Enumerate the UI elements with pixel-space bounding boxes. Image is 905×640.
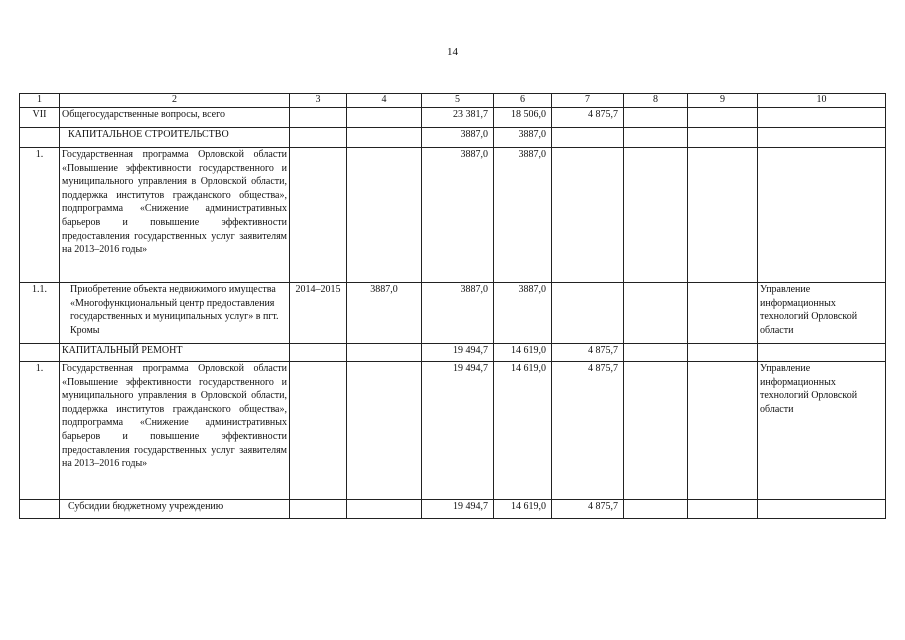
value-col7 xyxy=(552,148,624,283)
value-col8 xyxy=(624,500,688,519)
value-col5: 19 494,7 xyxy=(422,500,494,519)
table-row xyxy=(20,500,886,519)
row-number: 1. xyxy=(20,148,60,283)
row-title: Субсидии бюджетному учреждению xyxy=(60,500,290,519)
value-col6: 14 619,0 xyxy=(494,500,552,519)
value-col8 xyxy=(624,362,688,500)
value-col5: 3887,0 xyxy=(422,148,494,283)
value-col6: 3887,0 xyxy=(494,283,552,344)
row-number xyxy=(20,500,60,519)
value-col9 xyxy=(688,344,758,362)
row-number: VII xyxy=(20,108,60,128)
value-col5: 19 494,7 xyxy=(422,362,494,500)
value-col7 xyxy=(552,283,624,344)
section-title: КАПИТАЛЬНОЕ СТРОИТЕЛЬСТВО xyxy=(60,128,290,148)
value-col6: 14 619,0 xyxy=(494,344,552,362)
section-title: КАПИТАЛЬНЫЙ РЕМОНТ xyxy=(60,344,290,362)
value-col8 xyxy=(624,108,688,128)
header-cell: 8 xyxy=(624,94,688,108)
value-col7 xyxy=(552,128,624,148)
value-col5: 3887,0 xyxy=(422,128,494,148)
value-col7: 4 875,7 xyxy=(552,500,624,519)
total-cost-cell xyxy=(347,128,422,148)
header-cell: 9 xyxy=(688,94,758,108)
agency-cell: Управление информационных технологий Орловской области xyxy=(758,283,886,344)
period-cell xyxy=(290,128,347,148)
period-cell xyxy=(290,148,347,283)
period-cell: 2014–2015 xyxy=(290,283,347,344)
header-cell: 6 xyxy=(494,94,552,108)
period-cell xyxy=(290,362,347,500)
value-col7: 4 875,7 xyxy=(552,108,624,128)
row-number: 1.1. xyxy=(20,283,60,344)
budget-table xyxy=(19,93,886,519)
table-header-row xyxy=(20,94,886,108)
value-col6: 3887,0 xyxy=(494,148,552,283)
table-row xyxy=(20,108,886,128)
agency-cell xyxy=(758,108,886,128)
value-col9 xyxy=(688,108,758,128)
value-col8 xyxy=(624,128,688,148)
value-col7: 4 875,7 xyxy=(552,362,624,500)
object-description: Приобретение объекта недвижимого имущества «Многофункциональный центр предоставления государственных и муниципальных услуг» в пгт. Кромы xyxy=(60,283,290,344)
value-col5: 23 381,7 xyxy=(422,108,494,128)
program-description: Государственная программа Орловской области «Повышение эффективности государственного и муниципального управления в Орловской области, поддержка институтов гражданского общества», подпрограмма «Снижение административных барьеров и повышение эффективности предоставления государственных услуг заявителям на 2013–2016 годы» xyxy=(60,362,290,500)
value-col9 xyxy=(688,500,758,519)
value-col9 xyxy=(688,148,758,283)
agency-cell xyxy=(758,344,886,362)
program-description: Государственная программа Орловской области «Повышение эффективности государственного и муниципального управления в Орловской области, поддержка институтов гражданского общества», подпрограмма «Снижение административных барьеров и повышение эффективности предоставления государственных услуг заявителям на 2013–2016 годы» xyxy=(60,148,290,283)
value-col9 xyxy=(688,283,758,344)
value-col6: 14 619,0 xyxy=(494,362,552,500)
value-col8 xyxy=(624,148,688,283)
header-cell: 2 xyxy=(60,94,290,108)
row-number xyxy=(20,128,60,148)
period-cell xyxy=(290,500,347,519)
row-title: Общегосударственные вопросы, всего xyxy=(60,108,290,128)
value-col6: 3887,0 xyxy=(494,128,552,148)
value-col8 xyxy=(624,283,688,344)
period-cell xyxy=(290,344,347,362)
total-cost-cell xyxy=(347,362,422,500)
header-cell: 1 xyxy=(20,94,60,108)
value-col8 xyxy=(624,344,688,362)
value-col5: 19 494,7 xyxy=(422,344,494,362)
total-cost-cell xyxy=(347,344,422,362)
value-col9 xyxy=(688,128,758,148)
table-row xyxy=(20,362,886,500)
period-cell xyxy=(290,108,347,128)
header-cell: 10 xyxy=(758,94,886,108)
row-number: 1. xyxy=(20,362,60,500)
table-row xyxy=(20,283,886,344)
total-cost-cell xyxy=(347,108,422,128)
value-col5: 3887,0 xyxy=(422,283,494,344)
header-cell: 7 xyxy=(552,94,624,108)
header-cell: 3 xyxy=(290,94,347,108)
agency-cell xyxy=(758,128,886,148)
table-row xyxy=(20,344,886,362)
table-row xyxy=(20,148,886,283)
table-row xyxy=(20,128,886,148)
header-cell: 5 xyxy=(422,94,494,108)
total-cost-cell: 3887,0 xyxy=(347,283,422,344)
row-number xyxy=(20,344,60,362)
agency-cell xyxy=(758,500,886,519)
value-col7: 4 875,7 xyxy=(552,344,624,362)
value-col9 xyxy=(688,362,758,500)
total-cost-cell xyxy=(347,148,422,283)
value-col6: 18 506,0 xyxy=(494,108,552,128)
header-cell: 4 xyxy=(347,94,422,108)
total-cost-cell xyxy=(347,500,422,519)
agency-cell: Управление информационных технологий Орловской области xyxy=(758,362,886,500)
agency-cell xyxy=(758,148,886,283)
page-number: 14 xyxy=(447,46,458,58)
